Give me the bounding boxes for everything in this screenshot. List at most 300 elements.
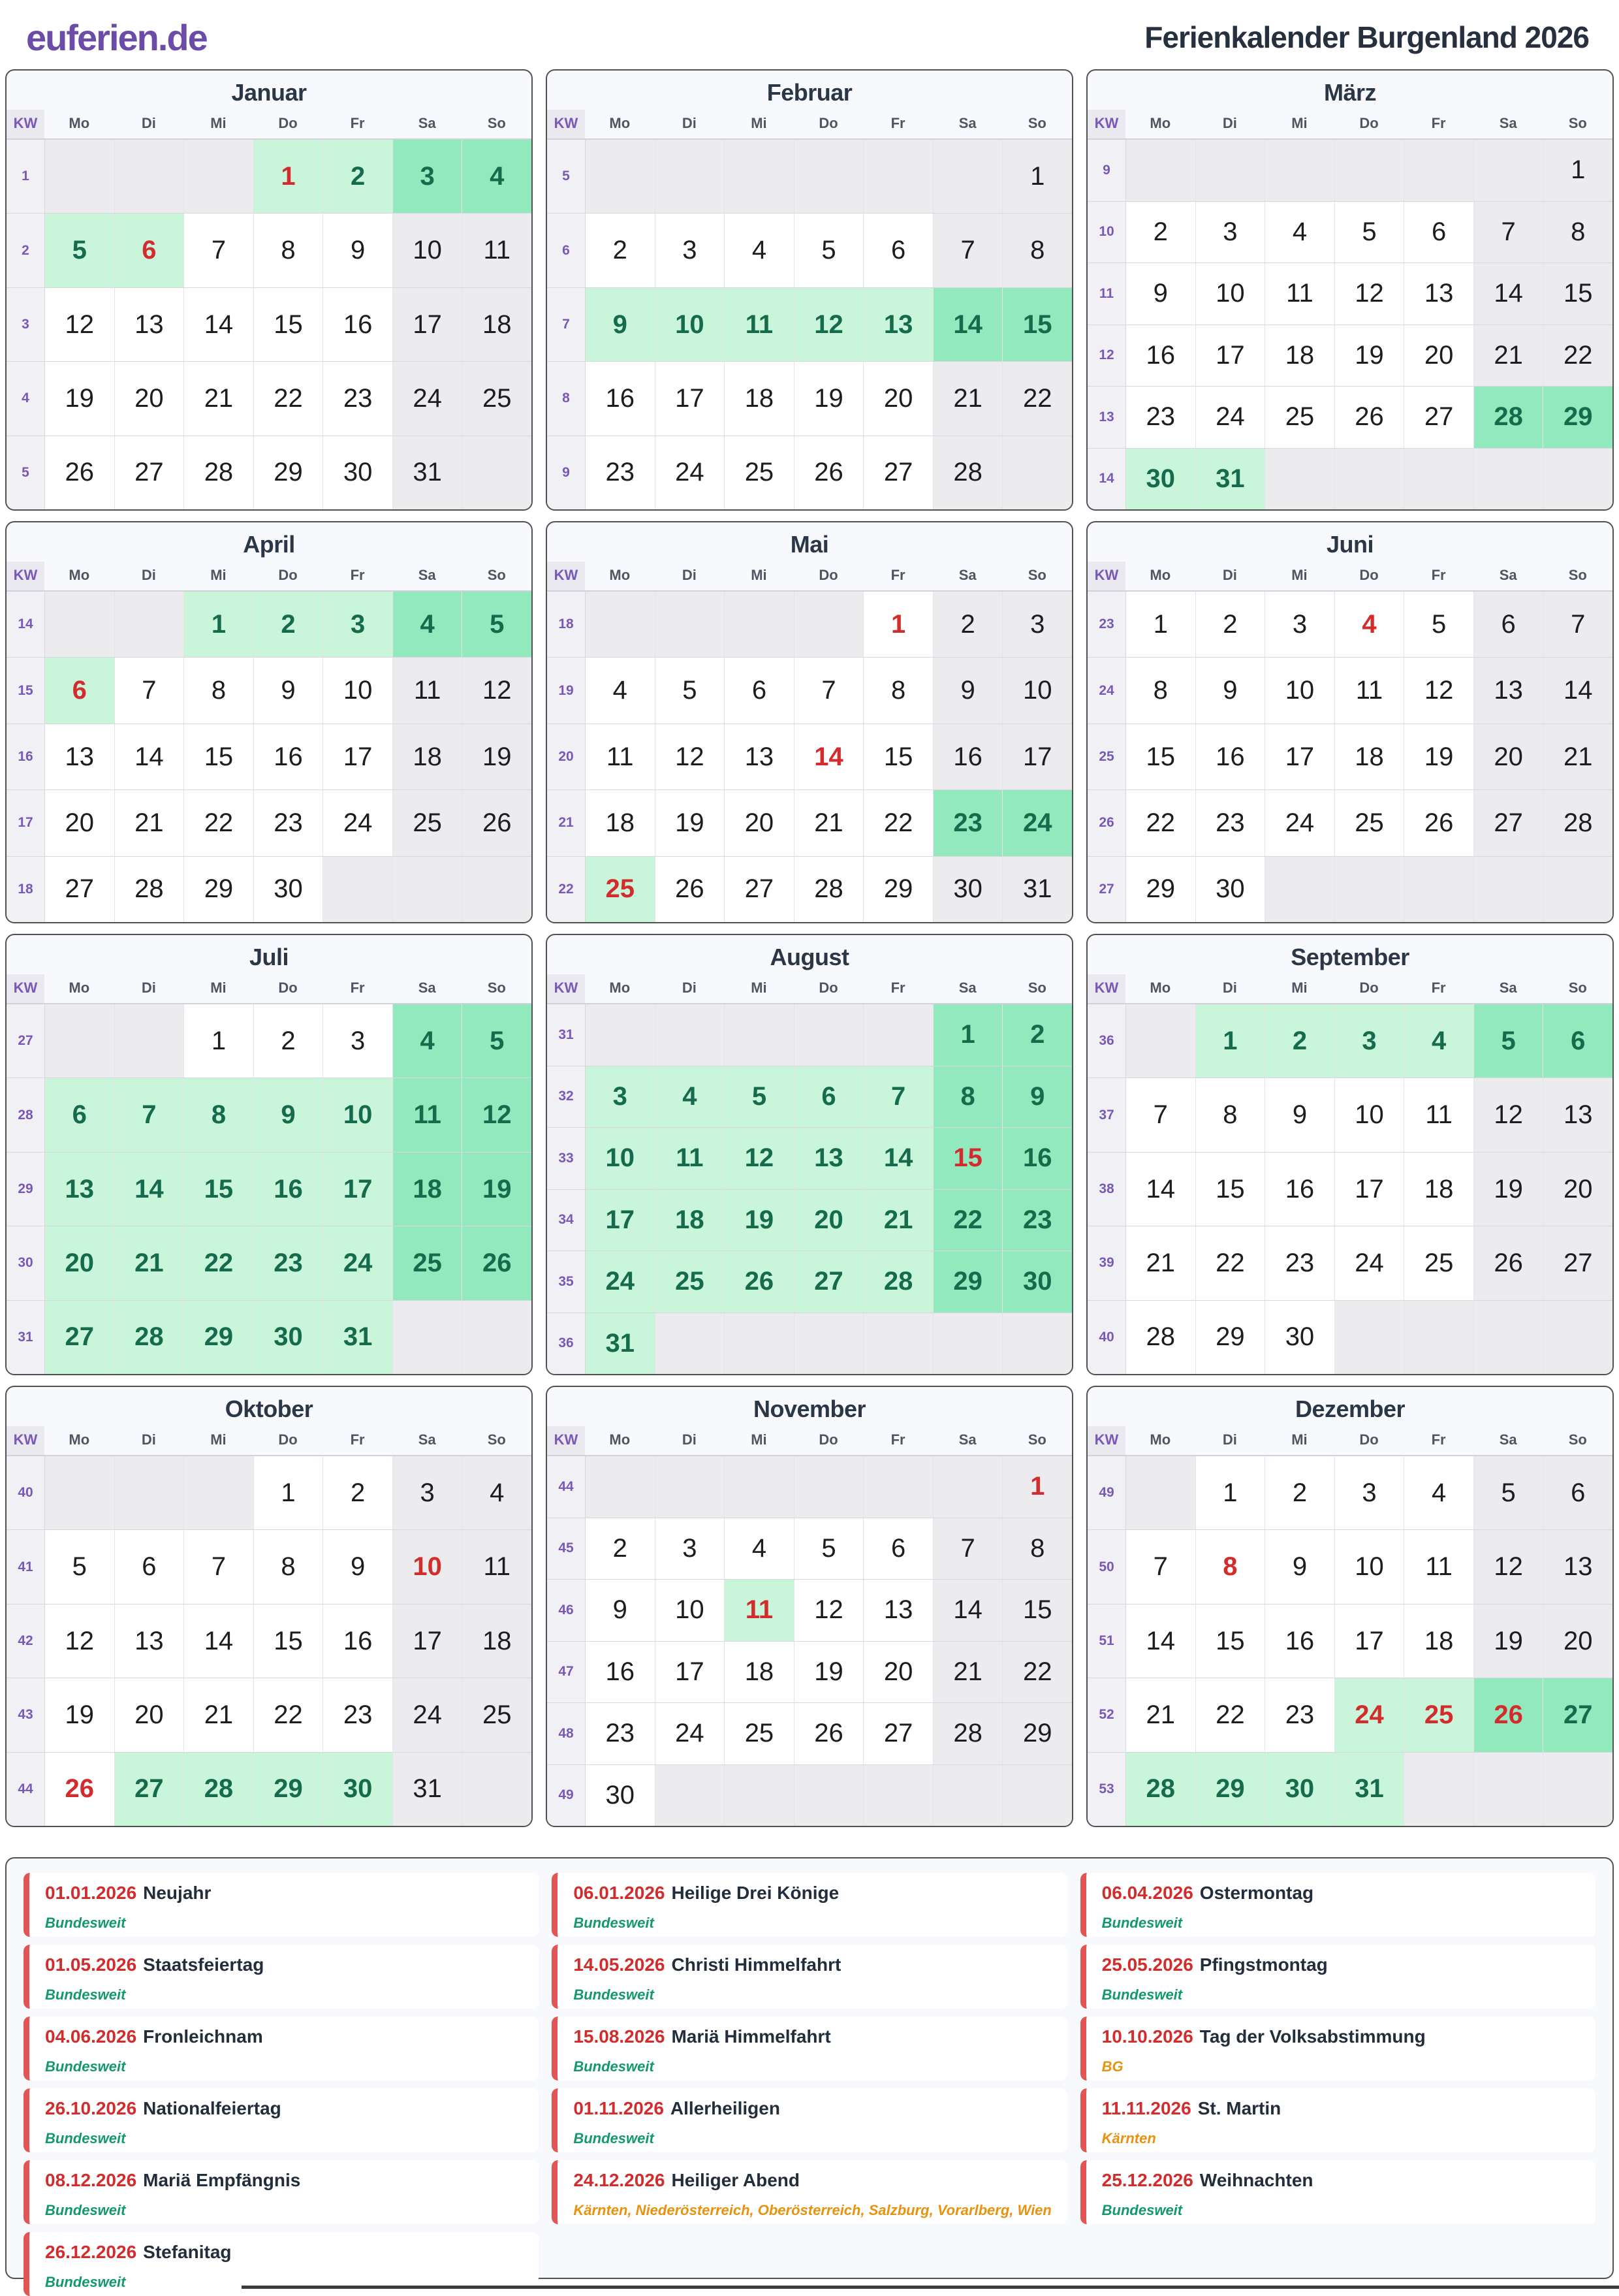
weekday-header-sa: Sa <box>418 980 436 996</box>
day-cell: 23 <box>586 1703 655 1764</box>
weekday-header-fr: Fr <box>1431 980 1446 996</box>
day-cell: 20 <box>45 1226 115 1299</box>
day-cell: 6 <box>1404 202 1474 263</box>
weekday-header-mo: Mo <box>1150 1431 1171 1448</box>
day-cell: 30 <box>1196 857 1266 922</box>
day-cell: 5 <box>1335 202 1405 263</box>
day-cell: 15 <box>184 1153 254 1226</box>
day-cell: 14 <box>184 288 254 361</box>
holiday-title-line <box>45 1883 527 1904</box>
kw-number: 8 <box>547 362 586 435</box>
day-cell: 8 <box>1126 658 1196 723</box>
kw-number: 9 <box>547 436 586 509</box>
weekday-header-so: So <box>487 115 506 131</box>
day-cell: 22 <box>1003 1642 1072 1703</box>
week-row <box>547 1127 1072 1189</box>
holiday-title-line <box>45 2026 527 2047</box>
kw-number: 9 <box>1088 140 1126 201</box>
weekday-header-di: Di <box>1222 567 1237 583</box>
day-cell: 14 <box>115 1153 185 1226</box>
day-cell: 12 <box>1474 1078 1544 1151</box>
week-row <box>1088 386 1612 448</box>
day-cell: 14 <box>1126 1153 1196 1226</box>
holiday-name: Heilige Drei Könige <box>671 1883 840 1903</box>
week-row <box>7 657 531 723</box>
week-row <box>7 287 531 361</box>
day-cell: 13 <box>1474 658 1544 723</box>
empty-cell <box>794 1004 864 1066</box>
day-cell: 18 <box>725 1642 794 1703</box>
day-cell: 9 <box>586 288 655 361</box>
empty-cell <box>864 1765 934 1826</box>
day-cell: 7 <box>115 1078 185 1151</box>
day-cell: 8 <box>254 1530 324 1603</box>
day-cell: 7 <box>794 658 864 723</box>
weekday-header-so: So <box>1568 567 1587 583</box>
kw-number: 24 <box>1088 658 1126 723</box>
day-cell: 27 <box>1404 387 1474 448</box>
day-cell: 24 <box>1265 790 1335 855</box>
weekday-header-row <box>1088 110 1612 140</box>
day-cell: 2 <box>1265 1004 1335 1077</box>
weekday-header-do: Do <box>278 567 298 583</box>
day-cell: 28 <box>115 857 185 922</box>
holiday-card <box>552 1945 1067 2009</box>
day-cell: 4 <box>462 1456 531 1529</box>
weekday-header-row <box>7 1426 531 1456</box>
week-row <box>7 1456 531 1529</box>
weekday-header-sa: Sa <box>418 115 436 131</box>
day-cell: 5 <box>725 1066 794 1128</box>
holiday-date: 25.12.2026 <box>1101 2170 1193 2190</box>
day-cell: 12 <box>794 1580 864 1641</box>
holiday-name: Weihnachten <box>1199 2170 1313 2190</box>
day-cell: 2 <box>323 140 393 213</box>
weekday-header-fr: Fr <box>890 980 905 996</box>
empty-cell <box>725 592 794 657</box>
day-cell: 5 <box>462 592 531 657</box>
month-panel-oktober <box>5 1386 533 1827</box>
week-row <box>547 436 1072 509</box>
day-cell: 25 <box>393 1226 463 1299</box>
day-cell: 16 <box>586 362 655 435</box>
day-cell: 24 <box>323 790 393 855</box>
week-row <box>7 789 531 855</box>
day-cell: 21 <box>115 790 185 855</box>
week-row <box>547 287 1072 361</box>
month-rows <box>547 1456 1072 1826</box>
weekday-header-so: So <box>1568 980 1587 996</box>
day-cell: 8 <box>1003 1518 1072 1580</box>
kw-number: 35 <box>547 1251 586 1313</box>
day-cell: 28 <box>1126 1301 1196 1374</box>
day-cell: 24 <box>586 1251 655 1313</box>
holiday-name: Pfingstmontag <box>1199 1954 1328 1975</box>
holiday-date: 10.10.2026 <box>1101 2026 1193 2047</box>
holiday-region: Bundesweit <box>45 2058 126 2075</box>
kw-number: 29 <box>7 1153 45 1226</box>
kw-number: 22 <box>547 857 586 922</box>
day-cell: 30 <box>254 857 324 922</box>
week-row <box>1088 1456 1612 1529</box>
empty-cell <box>864 1313 934 1375</box>
kw-number: 17 <box>7 790 45 855</box>
kw-number: 32 <box>547 1066 586 1128</box>
day-cell: 15 <box>1196 1604 1266 1678</box>
day-cell: 25 <box>586 857 655 922</box>
day-cell: 15 <box>1126 724 1196 789</box>
week-row <box>7 856 531 922</box>
kw-number: 47 <box>547 1642 586 1703</box>
day-cell: 9 <box>934 658 1003 723</box>
weekday-header-mi: Mi <box>751 980 767 996</box>
kw-header: KW <box>1088 562 1125 590</box>
day-cell: 4 <box>393 592 463 657</box>
day-cell: 18 <box>586 790 655 855</box>
weekday-header-mo: Mo <box>69 1431 90 1448</box>
day-cell: 8 <box>1003 214 1072 287</box>
day-cell: 31 <box>1335 1753 1405 1826</box>
day-cell: 5 <box>1474 1004 1544 1077</box>
holiday-region: BG <box>1101 2058 1124 2075</box>
week-row <box>547 1702 1072 1764</box>
weekday-header-di: Di <box>141 115 156 131</box>
day-cell: 29 <box>254 436 324 509</box>
week-row <box>7 1077 531 1151</box>
day-cell: 3 <box>323 1004 393 1077</box>
month-panel-mai <box>546 521 1073 923</box>
day-cell: 11 <box>655 1128 725 1189</box>
day-cell: 26 <box>462 1226 531 1299</box>
day-cell: 4 <box>1404 1456 1474 1529</box>
day-cell: 28 <box>1474 387 1544 448</box>
weekday-header-mo: Mo <box>1150 980 1171 996</box>
day-cell: 7 <box>1126 1530 1196 1603</box>
day-cell: 14 <box>864 1128 934 1189</box>
empty-cell <box>864 140 934 213</box>
week-row <box>547 789 1072 855</box>
day-cell: 12 <box>794 288 864 361</box>
empty-cell <box>1474 1301 1544 1374</box>
day-cell: 1 <box>254 1456 324 1529</box>
day-cell: 10 <box>1335 1530 1405 1603</box>
week-row <box>1088 789 1612 855</box>
holiday-card <box>24 2160 539 2224</box>
day-cell: 20 <box>864 362 934 435</box>
day-cell: 23 <box>323 362 393 435</box>
empty-cell <box>586 140 655 213</box>
holiday-name: Staatsfeiertag <box>143 1954 264 1975</box>
day-cell: 5 <box>462 1004 531 1077</box>
day-cell: 10 <box>323 658 393 723</box>
weekday-header-sa: Sa <box>958 980 977 996</box>
holiday-region: Bundesweit <box>45 2274 126 2290</box>
day-cell: 12 <box>45 1604 115 1678</box>
day-cell: 25 <box>393 790 463 855</box>
day-cell: 4 <box>1335 592 1405 657</box>
holiday-title-line <box>573 2170 1055 2191</box>
kw-number: 40 <box>7 1456 45 1529</box>
weekday-header-sa: Sa <box>418 1431 436 1448</box>
empty-cell <box>115 140 185 213</box>
day-cell: 29 <box>1196 1753 1266 1826</box>
kw-header: KW <box>7 562 44 590</box>
day-cell: 27 <box>45 857 115 922</box>
day-cell: 19 <box>462 724 531 789</box>
holiday-card <box>1080 1945 1595 2009</box>
weekday-header-do: Do <box>1359 980 1379 996</box>
day-cell: 17 <box>323 724 393 789</box>
day-cell: 13 <box>115 288 185 361</box>
weekday-header-so: So <box>487 1431 506 1448</box>
day-cell: 12 <box>462 1078 531 1151</box>
day-cell: 4 <box>725 1518 794 1580</box>
day-cell: 26 <box>45 436 115 509</box>
weekday-header-mi: Mi <box>210 1431 227 1448</box>
holiday-card <box>1080 2017 1595 2081</box>
day-cell: 7 <box>934 214 1003 287</box>
kw-header: KW <box>7 974 44 1003</box>
kw-number: 2 <box>7 214 45 287</box>
day-cell: 18 <box>1265 325 1335 387</box>
holiday-card <box>552 2088 1067 2152</box>
holiday-title-line <box>573 2026 1055 2047</box>
month-rows <box>7 592 531 922</box>
day-cell: 16 <box>1126 325 1196 387</box>
week-row <box>547 1641 1072 1703</box>
day-cell: 2 <box>323 1456 393 1529</box>
kw-number: 30 <box>7 1226 45 1299</box>
day-cell: 9 <box>254 1078 324 1151</box>
day-cell: 19 <box>462 1153 531 1226</box>
day-cell: 1 <box>1196 1004 1266 1077</box>
day-cell: 17 <box>323 1153 393 1226</box>
day-cell: 20 <box>864 1642 934 1703</box>
empty-cell <box>323 857 393 922</box>
holiday-region: Bundesweit <box>573 1915 654 1931</box>
day-cell: 11 <box>462 214 531 287</box>
day-cell: 27 <box>1543 1226 1612 1299</box>
weekday-header-sa: Sa <box>958 115 977 131</box>
legend-panel <box>5 1857 1614 2290</box>
day-cell: 16 <box>254 724 324 789</box>
kw-number: 53 <box>1088 1753 1126 1826</box>
holiday-title-line <box>45 2098 527 2119</box>
empty-cell <box>1543 1753 1612 1826</box>
day-cell: 15 <box>1003 1580 1072 1641</box>
day-cell: 3 <box>1196 202 1266 263</box>
weekday-header-sa: Sa <box>1499 115 1517 131</box>
day-cell: 16 <box>1003 1128 1072 1189</box>
day-cell: 2 <box>1265 1456 1335 1529</box>
weekday-header-do: Do <box>1359 115 1379 131</box>
day-cell: 1 <box>254 140 324 213</box>
week-row <box>1088 1004 1612 1077</box>
holiday-date: 01.05.2026 <box>45 1954 137 1975</box>
holiday-card <box>24 2088 539 2152</box>
weekday-header-fr: Fr <box>1431 115 1446 131</box>
day-cell: 30 <box>1265 1301 1335 1374</box>
holiday-region: Bundesweit <box>45 2202 126 2218</box>
day-cell: 28 <box>794 857 864 922</box>
weekday-header-row <box>1088 1426 1612 1456</box>
weekday-header-mo: Mo <box>609 115 631 131</box>
day-cell: 25 <box>655 1251 725 1313</box>
holiday-title-line <box>1102 1883 1584 1904</box>
holiday-date: 25.05.2026 <box>1101 1954 1193 1975</box>
day-cell: 21 <box>864 1190 934 1251</box>
day-cell: 17 <box>1335 1153 1405 1226</box>
week-row <box>1088 724 1612 789</box>
weekday-header-do: Do <box>819 1431 838 1448</box>
day-cell: 26 <box>794 1703 864 1764</box>
kw-number: 19 <box>547 658 586 723</box>
day-cell: 7 <box>184 1530 254 1603</box>
holiday-date: 15.08.2026 <box>573 2026 665 2047</box>
kw-header: KW <box>7 1426 44 1455</box>
month-title: März <box>1323 79 1377 106</box>
day-cell: 2 <box>586 1518 655 1580</box>
kw-number: 31 <box>547 1004 586 1066</box>
day-cell: 17 <box>393 1604 463 1678</box>
month-title: April <box>243 531 295 558</box>
day-cell: 28 <box>864 1251 934 1313</box>
day-cell: 20 <box>1543 1604 1612 1678</box>
day-cell: 25 <box>725 1703 794 1764</box>
month-panel-april <box>5 521 533 923</box>
holiday-date: 06.01.2026 <box>573 1883 665 1903</box>
day-cell: 6 <box>1543 1456 1612 1529</box>
weekday-header-so: So <box>487 980 506 996</box>
day-cell: 24 <box>655 436 725 509</box>
day-cell: 26 <box>1335 387 1405 448</box>
kw-number: 51 <box>1088 1604 1126 1678</box>
weekday-header-mi: Mi <box>210 980 227 996</box>
day-cell: 4 <box>462 140 531 213</box>
day-cell: 30 <box>323 436 393 509</box>
day-cell: 6 <box>794 1066 864 1128</box>
day-cell: 13 <box>864 1580 934 1641</box>
empty-cell <box>1404 1753 1474 1826</box>
week-row <box>1088 1604 1612 1678</box>
weekday-header-di: Di <box>141 1431 156 1448</box>
kw-header: KW <box>547 974 585 1003</box>
day-cell: 12 <box>725 1128 794 1189</box>
weekday-header-sa: Sa <box>958 567 977 583</box>
month-title: August <box>770 944 849 970</box>
empty-cell <box>1404 1301 1474 1374</box>
week-row <box>547 1066 1072 1128</box>
empty-cell <box>934 1313 1003 1375</box>
holiday-name: Ostermontag <box>1199 1883 1314 1903</box>
weekday-header-di: Di <box>682 567 697 583</box>
day-cell: 11 <box>1265 263 1335 325</box>
month-title: Dezember <box>1295 1395 1406 1422</box>
holiday-date: 24.12.2026 <box>573 2170 665 2190</box>
day-cell: 21 <box>934 1642 1003 1703</box>
weekday-header-mo: Mo <box>69 115 90 131</box>
holiday-card <box>1080 2160 1595 2224</box>
week-row <box>1088 263 1612 325</box>
day-cell: 22 <box>1196 1678 1266 1751</box>
empty-cell <box>934 140 1003 213</box>
day-cell: 13 <box>725 724 794 789</box>
empty-cell <box>1543 449 1612 510</box>
day-cell: 29 <box>254 1753 324 1826</box>
week-row <box>547 361 1072 435</box>
week-row <box>1088 592 1612 657</box>
empty-cell <box>794 1456 864 1518</box>
day-cell: 3 <box>393 1456 463 1529</box>
day-cell: 11 <box>1404 1078 1474 1151</box>
week-row <box>7 724 531 789</box>
day-cell: 26 <box>794 436 864 509</box>
empty-cell <box>725 1313 794 1375</box>
kw-number: 36 <box>547 1313 586 1375</box>
weekday-header-di: Di <box>682 1431 697 1448</box>
day-cell: 13 <box>45 724 115 789</box>
empty-cell <box>1543 1301 1612 1374</box>
day-cell: 27 <box>1543 1678 1612 1751</box>
day-cell: 28 <box>115 1301 185 1374</box>
day-cell: 2 <box>1003 1004 1072 1066</box>
holiday-date: 06.04.2026 <box>1101 1883 1193 1903</box>
kw-number: 14 <box>1088 449 1126 510</box>
holiday-date: 01.11.2026 <box>573 2098 664 2118</box>
empty-cell <box>794 1313 864 1375</box>
day-cell: 20 <box>45 790 115 855</box>
month-panel-dezember <box>1086 1386 1614 1827</box>
kw-number: 25 <box>1088 724 1126 789</box>
day-cell: 14 <box>184 1604 254 1678</box>
weekday-header-mi: Mi <box>1291 980 1308 996</box>
day-cell: 10 <box>586 1128 655 1189</box>
month-title: Juni <box>1326 531 1374 558</box>
weekday-header-fr: Fr <box>350 980 365 996</box>
day-cell: 11 <box>1335 658 1405 723</box>
day-cell: 16 <box>323 1604 393 1678</box>
day-cell: 10 <box>1335 1078 1405 1151</box>
day-cell: 1 <box>934 1004 1003 1066</box>
day-cell: 24 <box>1335 1678 1405 1751</box>
day-cell: 19 <box>1404 724 1474 789</box>
week-row <box>547 856 1072 922</box>
empty-cell <box>586 1004 655 1066</box>
day-cell: 25 <box>462 362 531 435</box>
day-cell: 15 <box>934 1128 1003 1189</box>
day-cell: 29 <box>184 1301 254 1374</box>
weekday-header-so: So <box>1028 115 1046 131</box>
kw-header: KW <box>547 562 585 590</box>
month-title: Februar <box>766 79 853 106</box>
empty-cell <box>1474 140 1544 201</box>
day-cell: 29 <box>934 1251 1003 1313</box>
day-cell: 15 <box>864 724 934 789</box>
holiday-title-line <box>45 2242 527 2263</box>
kw-number: 40 <box>1088 1301 1126 1374</box>
month-panel-februar <box>546 69 1073 511</box>
euferien-logo[interactable]: euferien.de <box>26 16 207 58</box>
day-cell: 8 <box>934 1066 1003 1128</box>
empty-cell <box>934 1456 1003 1518</box>
day-cell: 25 <box>725 436 794 509</box>
day-cell: 5 <box>794 214 864 287</box>
empty-cell <box>1335 1301 1405 1374</box>
week-row <box>1088 1752 1612 1826</box>
months-grid <box>0 69 1619 1827</box>
day-cell: 15 <box>1003 288 1072 361</box>
day-cell: 24 <box>393 362 463 435</box>
